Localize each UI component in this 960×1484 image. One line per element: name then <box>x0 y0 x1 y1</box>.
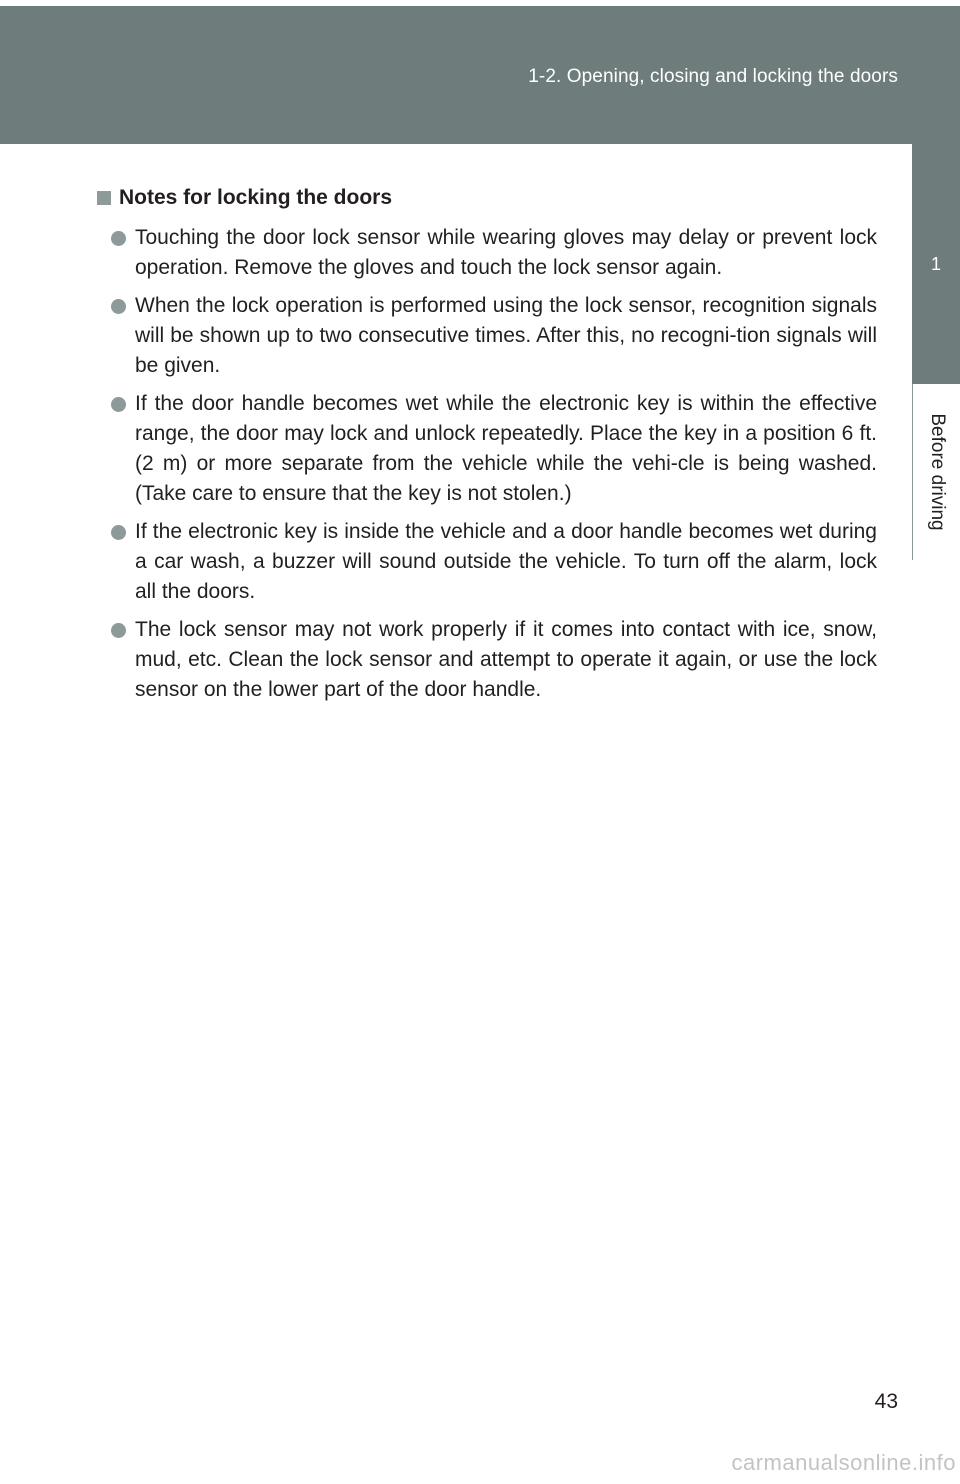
circle-bullet-icon <box>111 397 126 412</box>
main-content <box>97 183 877 713</box>
section-heading <box>97 183 877 213</box>
chapter-tab-blank <box>912 560 960 1484</box>
list-item <box>97 223 877 283</box>
page-number: 43 <box>874 1390 898 1413</box>
square-bullet-icon <box>97 191 111 205</box>
chapter-label: Before driving <box>927 413 948 531</box>
list-item-text: Touching the door lock sensor while wearing gloves may delay or prevent lock operation. Remove the gloves and touch the lock sensor again. <box>135 226 877 279</box>
list-item-text: When the lock operation is performed using the lock sensor, recognition signals will be shown up to two consecutive times. After this, no recogni-tion signals will be given. <box>135 294 877 377</box>
chapter-tab-number <box>912 144 960 384</box>
circle-bullet-icon <box>111 623 126 638</box>
circle-bullet-icon <box>111 299 126 314</box>
section-title: 1-2. Opening, closing and locking the doors <box>528 66 898 87</box>
circle-bullet-icon <box>111 231 126 246</box>
chapter-tab-label <box>912 384 960 560</box>
list-item <box>97 291 877 381</box>
watermark: carmanualsonline.info <box>731 1450 956 1475</box>
list-item-text: The lock sensor may not work properly if it comes into contact with ice, snow, mud, etc. Clean the lock sensor and attempt to operate it again, or use the lock sensor on the lower part of the door handle. <box>135 618 877 701</box>
list-item-text: If the electronic key is inside the vehicle and a door handle becomes wet during a car wash, a buzzer will sound outside the vehicle. To turn off the alarm, lock all the doors. <box>135 520 877 603</box>
list-item-text: If the door handle becomes wet while the electronic key is within the effective range, the door may lock and unlock repeatedly. Place the key in a position 6 ft. (2 m) or more separate from the vehicle while the vehi-cle is being washed. (Take care to ensure that the key is not stolen.) <box>135 392 877 505</box>
heading-text: Notes for locking the doors <box>119 186 393 209</box>
list-item <box>97 615 877 705</box>
chapter-number: 1 <box>930 253 941 274</box>
list-item <box>97 517 877 607</box>
page-header <box>0 6 960 144</box>
list-item <box>97 389 877 509</box>
circle-bullet-icon <box>111 525 126 540</box>
